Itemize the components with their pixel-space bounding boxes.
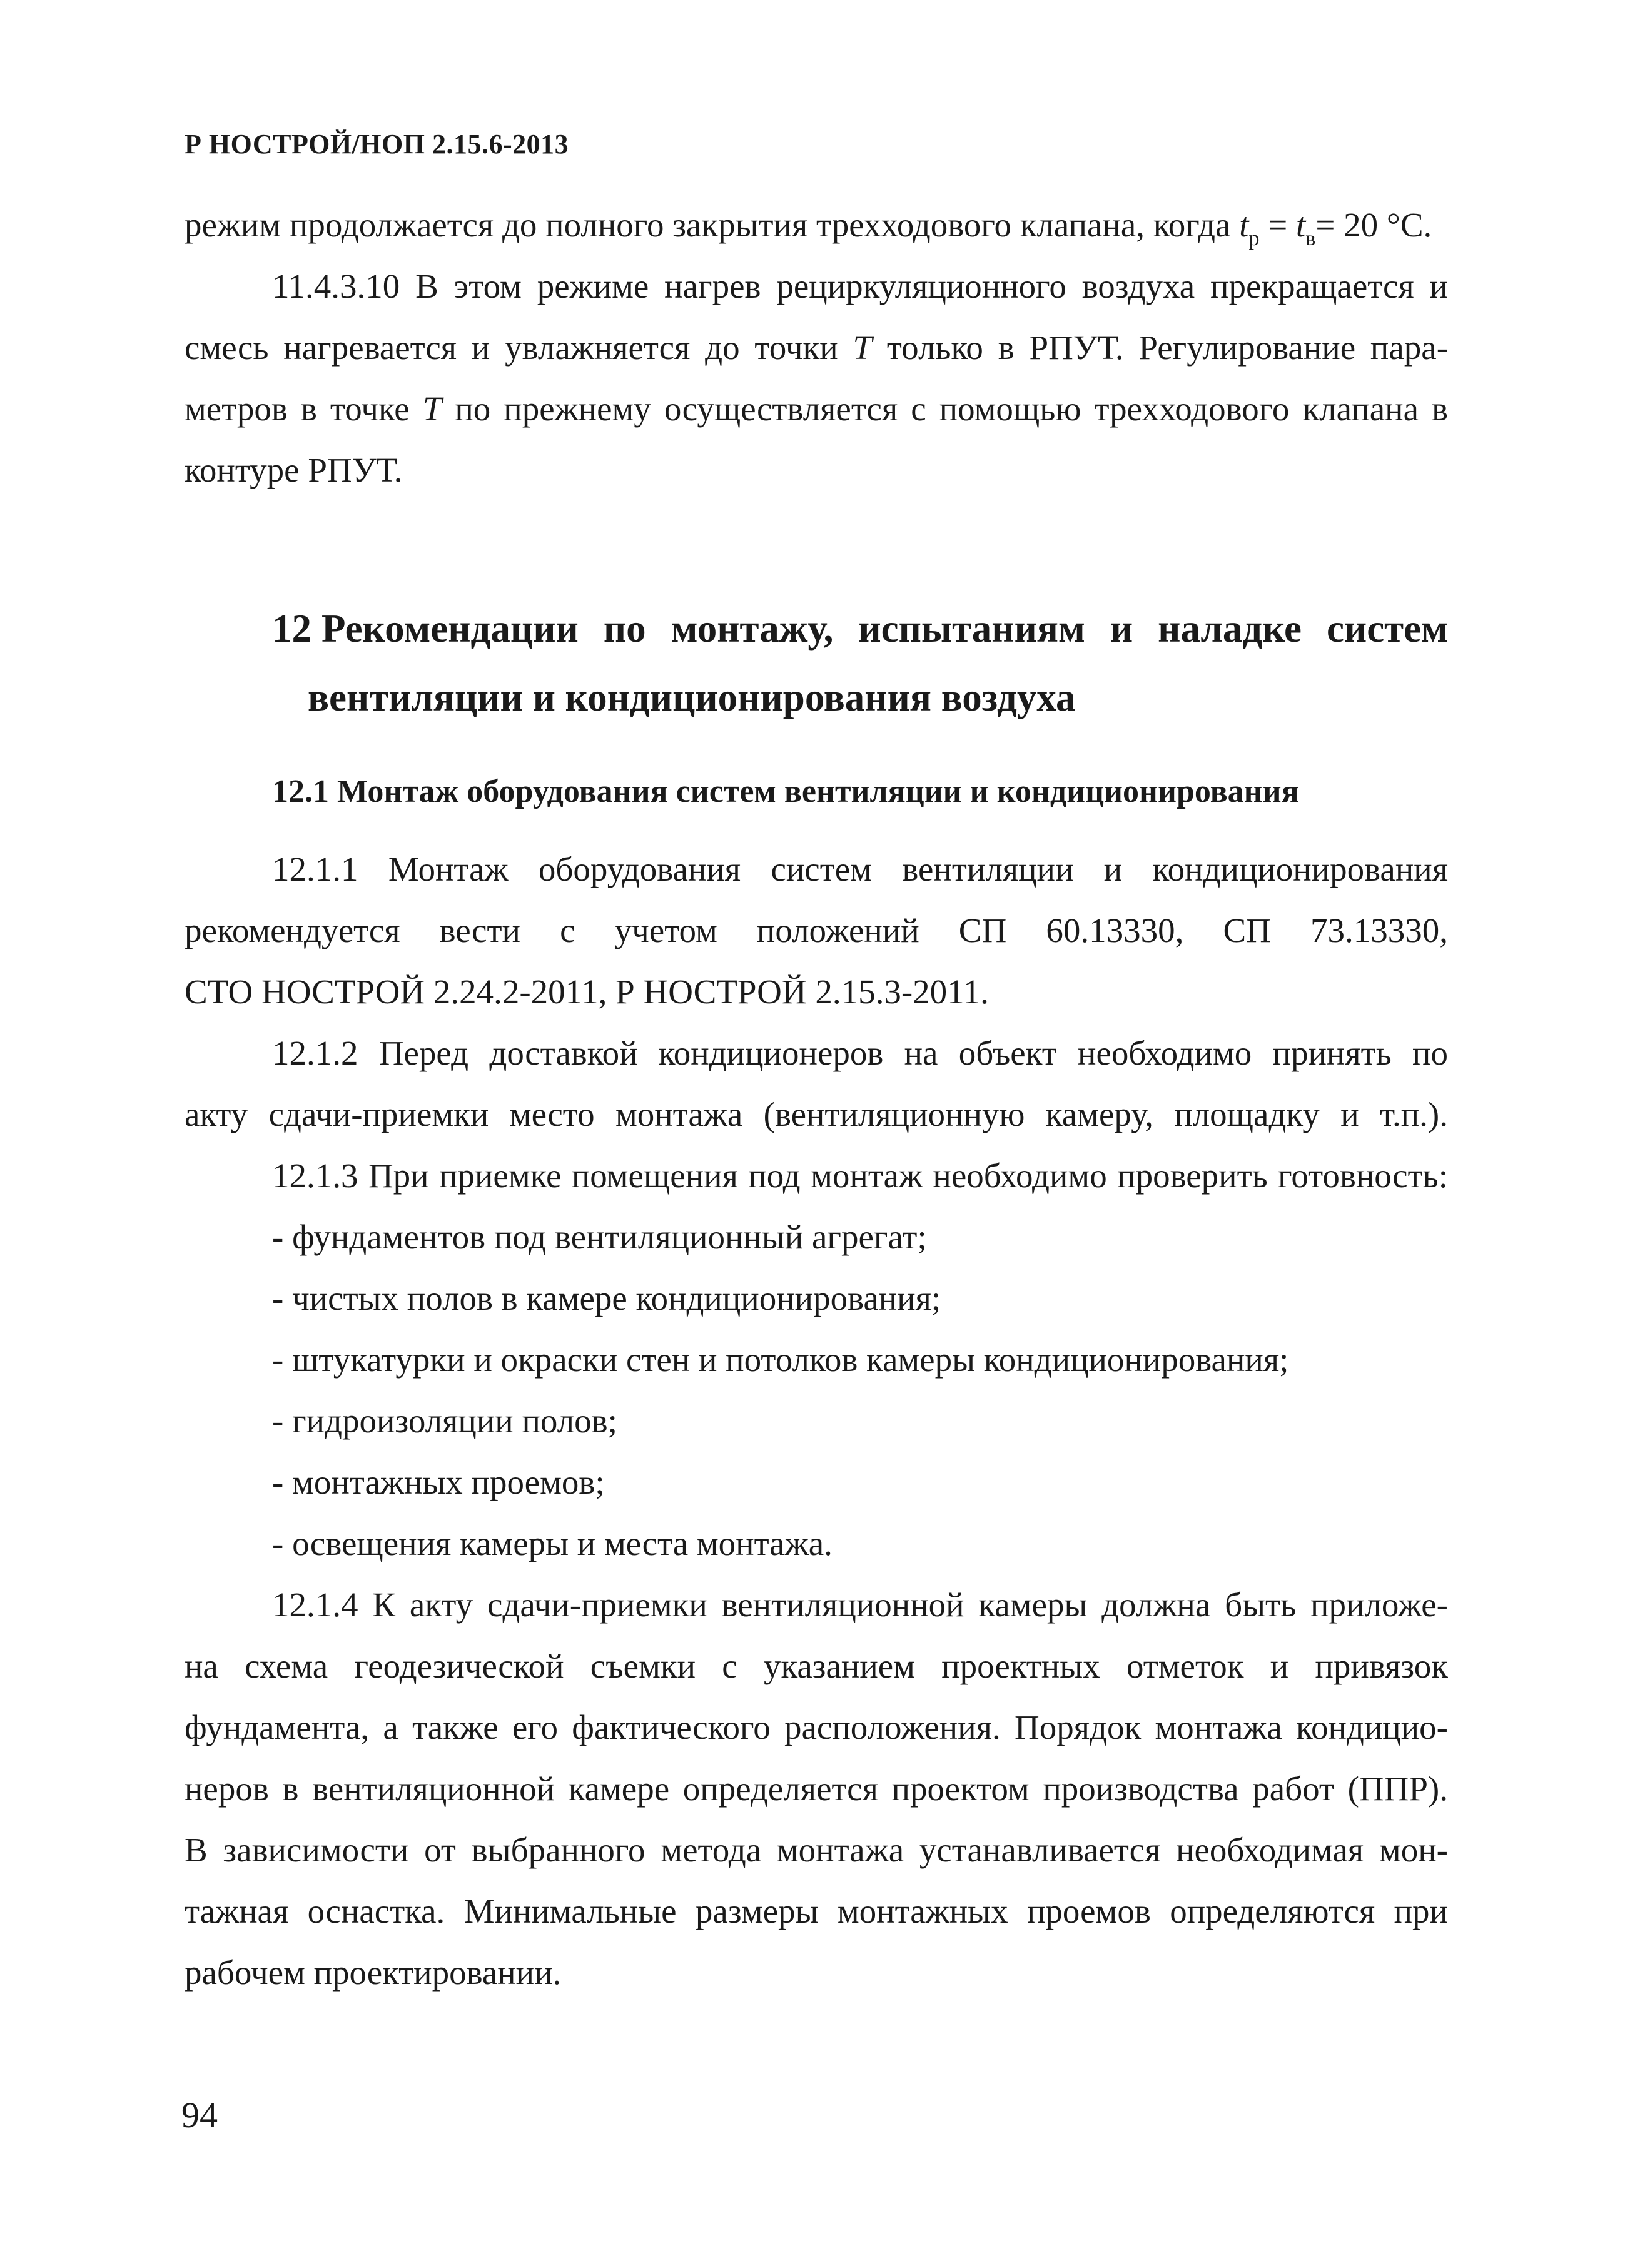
subscript-p: р xyxy=(1248,227,1260,250)
para-12-1-3-line-1: 12.1.3 При приемке помещения под монтаж необходимо проверить готовность: xyxy=(272,1157,1448,1195)
para-12-1-1-line-1: 12.1.1 Монтаж оборудования систем вентиляции и кондиционирования xyxy=(272,850,1448,888)
list-item: - фундаментов под вентиляционный агрегат; xyxy=(272,1218,927,1256)
equals: = xyxy=(1259,206,1297,244)
section-number: 12 xyxy=(272,607,311,651)
var-T: Т xyxy=(422,390,442,428)
text: смесь нагревается и увлажняется до точки xyxy=(185,328,853,367)
para-12-1-2-line-1: 12.1.2 Перед доставкой кондиционеров на объект необходимо принять по xyxy=(272,1034,1448,1072)
list-item: - чистых полов в камере кондиционирования; xyxy=(272,1279,941,1317)
var-T: Т xyxy=(853,328,873,367)
text: только в РПУТ. Регулирование пара- xyxy=(872,328,1448,367)
para-12-1-4-line-5: В зависимости от выбранного метода монтажа устанавливается необходимая мон- xyxy=(185,1831,1448,1869)
text: метров в точке xyxy=(185,390,423,428)
para-12-1-2-line-2: акту сдачи-приемки место монтажа (вентиляционную камеру, площадку и т.п.). xyxy=(185,1095,1448,1133)
para-12-1-4-line-4: неров в вентиляционной камере определяется проектом производства работ (ППР). xyxy=(185,1769,1448,1808)
section-heading-line-2: вентиляции и кондиционирования воздуха xyxy=(308,676,1076,719)
para-12-1-1-line-2: рекомендуется вести с учетом положений СП 60.13330, СП 73.13330, xyxy=(185,911,1448,949)
document-code: Р НОСТРОЙ/НОП 2.15.6-2013 xyxy=(185,129,569,159)
para-12-1-4-line-7: рабочем проектировании. xyxy=(185,1953,562,1992)
para-11-4-3-10-line-3 xyxy=(185,378,1448,440)
var-t: t xyxy=(1239,206,1249,244)
para-12-1-4-line-3: фундамента, а также его фактического расположения. Порядок монтажа кондицио- xyxy=(185,1708,1448,1746)
para-12-1-4-line-6: тажная оснастка. Минимальные размеры монтажных проемов определяются при xyxy=(185,1892,1448,1930)
subsection-heading: 12.1 Монтаж оборудования систем вентиляции и кондиционирования xyxy=(272,774,1299,809)
para-12-1-1-line-3: СТО НОСТРОЙ 2.24.2-2011, Р НОСТРОЙ 2.15.3-2011. xyxy=(185,973,989,1011)
para-11-4-3-10-line-4: контуре РПУТ. xyxy=(185,451,403,489)
list-item: - монтажных проемов; xyxy=(272,1463,605,1501)
para-11-4-3-10-line-2 xyxy=(185,316,1448,378)
text: по прежнему осуществляется с помощью трехходового клапана в xyxy=(442,390,1448,428)
list-item: - штукатурки и окраски стен и потолков камеры кондиционирования; xyxy=(272,1340,1289,1379)
intro-text: режим продолжается до полного закрытия трехходового клапана, когда xyxy=(185,206,1240,244)
var-t: t xyxy=(1296,206,1306,244)
intro-text-end: = 20 °С. xyxy=(1315,206,1432,244)
page-number: 94 xyxy=(181,2095,218,2135)
para-12-1-4-line-1: 12.1.4 К акту сдачи-приемки вентиляционной камеры должна быть приложе- xyxy=(272,1586,1448,1624)
section-title: Рекомендации по монтажу, испытаниям и наладке систем xyxy=(321,607,1448,651)
list-item: - освещения камеры и места монтажа. xyxy=(272,1524,833,1562)
subscript-v: в xyxy=(1305,227,1316,250)
para-12-1-4-line-2: на схема геодезической съемки с указанием проектных отметок и привязок xyxy=(185,1647,1448,1685)
section-heading-line-1 xyxy=(272,594,1448,663)
list-item: - гидроизоляции полов; xyxy=(272,1402,617,1440)
para-11-4-3-10-line-1: 11.4.3.10 В этом режиме нагрев рециркуляционного воздуха прекращается и xyxy=(272,267,1448,305)
